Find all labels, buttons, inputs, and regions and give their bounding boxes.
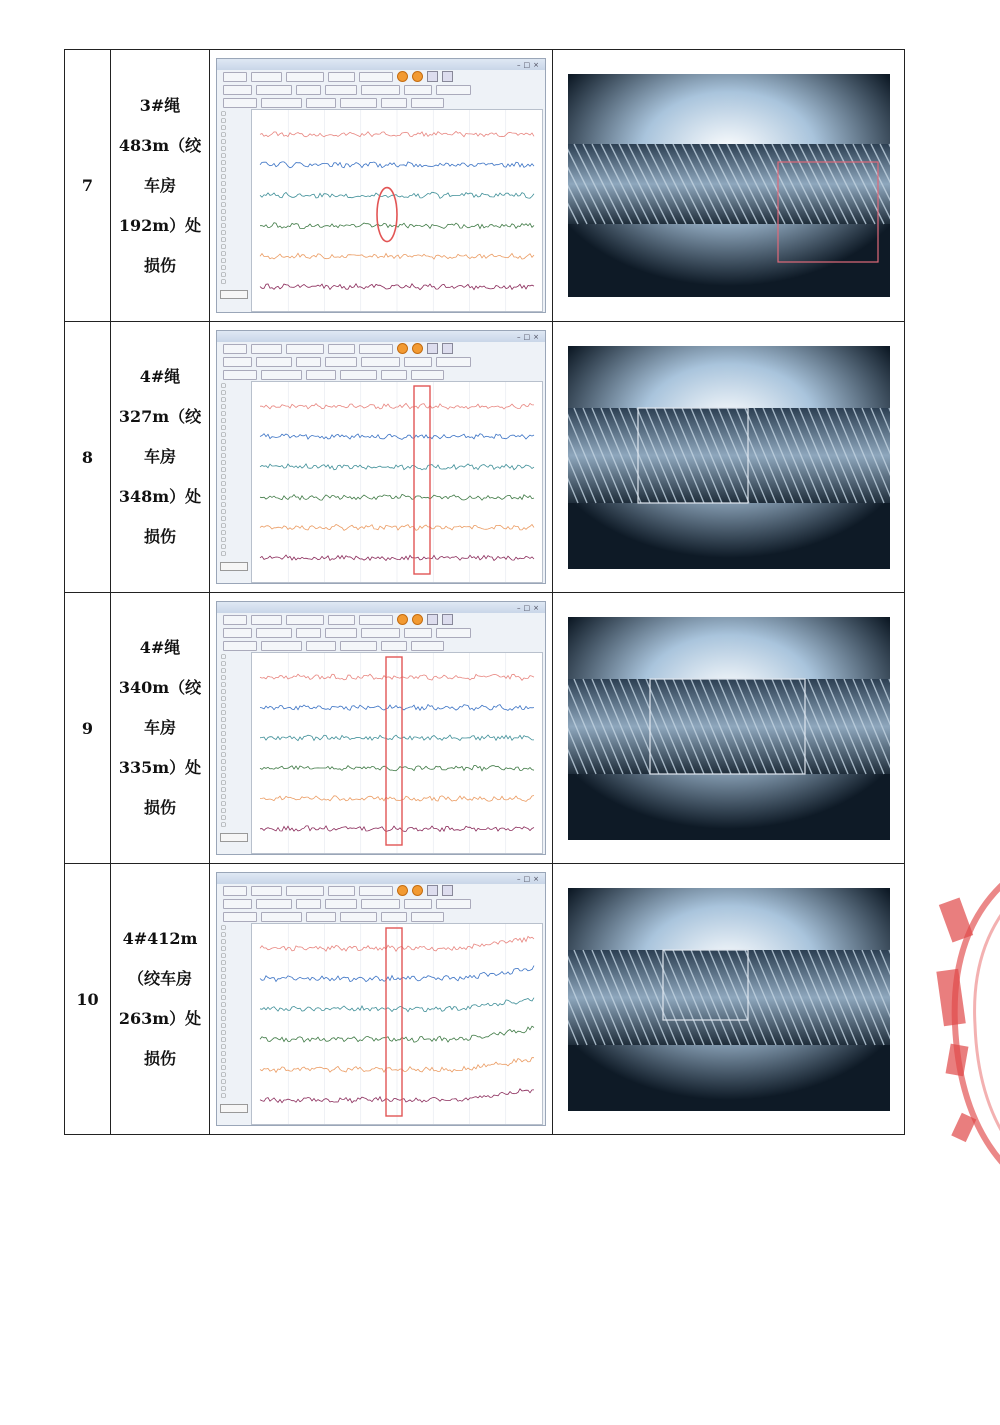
damage-description bbox=[111, 593, 210, 864]
toolbar-control bbox=[361, 899, 400, 909]
wire-rope-photo bbox=[568, 74, 890, 297]
channel-checkbox: □ bbox=[221, 244, 226, 250]
toolbar-control bbox=[286, 344, 324, 354]
screenshot-toolbar bbox=[217, 355, 545, 368]
channel-checkbox: □ bbox=[221, 453, 226, 459]
channel-checkbox: □ bbox=[221, 988, 226, 994]
toolbar-control bbox=[361, 85, 400, 95]
toolbar-control bbox=[359, 615, 393, 625]
damage-marker bbox=[414, 386, 430, 574]
channel-checkbox: □ bbox=[221, 668, 226, 674]
channel-checkbox: □ bbox=[221, 397, 226, 403]
toolbar-control bbox=[261, 641, 302, 651]
toolbar-control bbox=[223, 899, 252, 909]
channel-checkbox: □ bbox=[221, 689, 226, 695]
app-window-icon bbox=[217, 873, 545, 884]
red-seal-stamp bbox=[930, 860, 1000, 1190]
wire-rope-photo bbox=[568, 346, 890, 569]
toolbar-control bbox=[223, 357, 252, 367]
orange-record-icon bbox=[397, 885, 408, 896]
channel-checkbox: □ bbox=[221, 787, 226, 793]
channel-checkbox: □ bbox=[221, 446, 226, 452]
magnifier-icon bbox=[442, 885, 453, 896]
channel-checkbox: □ bbox=[221, 167, 226, 173]
toolbar-control bbox=[261, 98, 302, 108]
description-line: 483m（绞 bbox=[118, 135, 202, 155]
channel-checkbox: □ bbox=[221, 188, 226, 194]
toolbar-control bbox=[325, 85, 357, 95]
toolbar-control bbox=[286, 886, 324, 896]
channel-checkbox: □ bbox=[221, 383, 226, 389]
rope-photo-cell bbox=[553, 322, 905, 593]
channel-checkbox: □ bbox=[221, 946, 226, 952]
screenshot-toolbar bbox=[217, 639, 545, 652]
channel-checkbox: □ bbox=[221, 209, 226, 215]
row-number: 8 bbox=[65, 322, 111, 593]
description-line: 车房 bbox=[143, 718, 176, 737]
channel-checkbox: □ bbox=[221, 488, 226, 494]
channel-checkbox: □ bbox=[221, 654, 226, 660]
description-line: 335m）处 bbox=[118, 758, 202, 777]
toolbar-control bbox=[359, 72, 393, 82]
toolbar-control bbox=[306, 641, 336, 651]
channel-checkbox: □ bbox=[221, 773, 226, 779]
screenshot-toolbar bbox=[217, 342, 545, 355]
channel-checkbox: □ bbox=[221, 523, 226, 529]
channel-checkbox: □ bbox=[221, 251, 226, 257]
damage-description bbox=[111, 50, 210, 322]
channel-checkbox: □ bbox=[221, 801, 226, 807]
channel-checkbox: □ bbox=[221, 258, 226, 264]
channel-checkbox: □ bbox=[221, 1002, 226, 1008]
toolbar-control bbox=[256, 357, 292, 367]
wire-rope-photo bbox=[568, 888, 890, 1111]
channel-checkbox: □ bbox=[221, 960, 226, 966]
orange-record-icon bbox=[412, 885, 423, 896]
toolbar-control bbox=[256, 899, 292, 909]
detector-software-screenshot bbox=[216, 330, 546, 584]
save-button-image bbox=[220, 833, 248, 842]
toolbar-control bbox=[296, 357, 321, 367]
screenshot-toolbar bbox=[217, 83, 545, 96]
channel-checkbox: □ bbox=[221, 1051, 226, 1057]
toolbar-control bbox=[286, 72, 324, 82]
wire-rope-photo bbox=[568, 617, 890, 840]
channel-checkbox: □ bbox=[221, 724, 226, 730]
toolbar-control bbox=[328, 615, 355, 625]
screenshot-toolbar bbox=[217, 368, 545, 381]
toolbar-control bbox=[340, 370, 377, 380]
channel-checkbox: □ bbox=[221, 195, 226, 201]
detector-software-screenshot bbox=[216, 872, 546, 1126]
channel-checkbox: □ bbox=[221, 265, 226, 271]
toolbar-control bbox=[381, 912, 407, 922]
description-line: 340m（绞 bbox=[118, 678, 202, 697]
description-line: 车房 bbox=[143, 175, 176, 195]
channel-checkbox: □ bbox=[221, 551, 226, 557]
signal-trace-plot bbox=[251, 381, 543, 583]
screenshot-toolbar bbox=[217, 910, 545, 923]
channel-checkbox: □ bbox=[221, 153, 226, 159]
channel-checkbox: □ bbox=[221, 530, 226, 536]
toolbar-control bbox=[381, 641, 407, 651]
toolbar-control bbox=[340, 98, 377, 108]
toolbar-control bbox=[359, 344, 393, 354]
channel-checkbox: □ bbox=[221, 139, 226, 145]
description-line: 4#412m bbox=[122, 929, 198, 948]
channel-checkbox: □ bbox=[221, 932, 226, 938]
software-screenshot-cell bbox=[210, 864, 553, 1135]
toolbar-control bbox=[404, 357, 432, 367]
save-button-image bbox=[220, 562, 248, 571]
toolbar-control bbox=[261, 370, 302, 380]
toolbar-control bbox=[251, 72, 282, 82]
toolbar-control bbox=[306, 370, 336, 380]
toolbar-control bbox=[223, 886, 247, 896]
channel-checkbox: □ bbox=[221, 404, 226, 410]
channel-checkbox: □ bbox=[221, 216, 226, 222]
save-button-image bbox=[220, 290, 248, 299]
report-row bbox=[65, 864, 905, 1135]
channel-list bbox=[217, 109, 251, 312]
channel-checkbox: □ bbox=[221, 544, 226, 550]
toolbar-control bbox=[223, 98, 257, 108]
toolbar-control bbox=[328, 344, 355, 354]
channel-checkbox: □ bbox=[221, 759, 226, 765]
toolbar-control bbox=[404, 899, 432, 909]
magnifier-icon bbox=[442, 343, 453, 354]
window-controls-icon: –□× bbox=[517, 875, 542, 883]
channel-checkbox: □ bbox=[221, 766, 226, 772]
screenshot-toolbar bbox=[217, 626, 545, 639]
channel-checkbox: □ bbox=[221, 467, 226, 473]
channel-checkbox: □ bbox=[221, 731, 226, 737]
channel-checkbox: □ bbox=[221, 174, 226, 180]
channel-checkbox: □ bbox=[221, 1072, 226, 1078]
toolbar-control bbox=[223, 85, 252, 95]
toolbar-control bbox=[404, 85, 432, 95]
channel-list bbox=[217, 381, 251, 583]
row-number: 9 bbox=[65, 593, 111, 864]
toolbar-control bbox=[296, 85, 321, 95]
save-button-image bbox=[220, 1104, 248, 1113]
channel-checkbox: □ bbox=[221, 516, 226, 522]
app-window-icon bbox=[217, 602, 545, 613]
window-controls-icon: –□× bbox=[517, 333, 542, 341]
toolbar-control bbox=[223, 72, 247, 82]
channel-checkbox: □ bbox=[221, 703, 226, 709]
app-window-icon bbox=[217, 59, 545, 70]
toolbar-control bbox=[223, 344, 247, 354]
channel-checkbox: □ bbox=[221, 752, 226, 758]
channel-checkbox: □ bbox=[221, 995, 226, 1001]
channel-checkbox: □ bbox=[221, 202, 226, 208]
channel-checkbox: □ bbox=[221, 925, 226, 931]
toolbar-control bbox=[223, 615, 247, 625]
detector-software-screenshot bbox=[216, 58, 546, 313]
toolbar-control bbox=[340, 912, 377, 922]
magnifier-icon bbox=[442, 614, 453, 625]
software-screenshot-cell bbox=[210, 50, 553, 322]
toolbar-control bbox=[328, 886, 355, 896]
channel-checkbox: □ bbox=[221, 481, 226, 487]
channel-checkbox: □ bbox=[221, 474, 226, 480]
description-line: 车房 bbox=[143, 447, 176, 466]
toolbar-control bbox=[436, 628, 471, 638]
toolbar-control bbox=[340, 641, 377, 651]
channel-checkbox: □ bbox=[221, 509, 226, 515]
screenshot-toolbar bbox=[217, 96, 545, 109]
toolbar-control bbox=[286, 615, 324, 625]
toolbar-control bbox=[328, 72, 355, 82]
rope-photo-cell bbox=[553, 50, 905, 322]
channel-checkbox: □ bbox=[221, 981, 226, 987]
orange-record-icon bbox=[397, 614, 408, 625]
toolbar-control bbox=[436, 357, 471, 367]
row-number: 7 bbox=[65, 50, 111, 322]
magnifier-icon bbox=[427, 885, 438, 896]
toolbar-control bbox=[325, 628, 357, 638]
description-line: 263m）处 bbox=[118, 1009, 202, 1028]
channel-checkbox: □ bbox=[221, 710, 226, 716]
channel-checkbox: □ bbox=[221, 460, 226, 466]
channel-checkbox: □ bbox=[221, 1058, 226, 1064]
damage-report-table bbox=[64, 49, 905, 1135]
channel-checkbox: □ bbox=[221, 425, 226, 431]
window-controls-icon: –□× bbox=[517, 604, 542, 612]
channel-checkbox: □ bbox=[221, 780, 226, 786]
toolbar-control bbox=[359, 886, 393, 896]
description-line: （绞车房 bbox=[127, 969, 192, 988]
channel-list bbox=[217, 923, 251, 1125]
magnifier-icon bbox=[427, 343, 438, 354]
damage-marker bbox=[386, 657, 402, 845]
channel-checkbox: □ bbox=[221, 1030, 226, 1036]
channel-checkbox: □ bbox=[221, 675, 226, 681]
description-line: 348m）处 bbox=[118, 487, 202, 506]
channel-checkbox: □ bbox=[221, 1023, 226, 1029]
channel-checkbox: □ bbox=[221, 1065, 226, 1071]
channel-checkbox: □ bbox=[221, 745, 226, 751]
channel-checkbox: □ bbox=[221, 822, 226, 828]
detector-software-screenshot bbox=[216, 601, 546, 855]
channel-checkbox: □ bbox=[221, 495, 226, 501]
channel-checkbox: □ bbox=[221, 1086, 226, 1092]
channel-checkbox: □ bbox=[221, 537, 226, 543]
channel-checkbox: □ bbox=[221, 160, 226, 166]
channel-checkbox: □ bbox=[221, 939, 226, 945]
orange-record-icon bbox=[397, 71, 408, 82]
signal-trace-plot bbox=[251, 109, 543, 312]
magnifier-icon bbox=[442, 71, 453, 82]
orange-record-icon bbox=[412, 71, 423, 82]
magnifier-icon bbox=[427, 71, 438, 82]
channel-checkbox: □ bbox=[221, 815, 226, 821]
channel-checkbox: □ bbox=[221, 794, 226, 800]
orange-record-icon bbox=[412, 614, 423, 625]
app-window-icon bbox=[217, 331, 545, 342]
channel-checkbox: □ bbox=[221, 223, 226, 229]
channel-checkbox: □ bbox=[221, 390, 226, 396]
channel-checkbox: □ bbox=[221, 502, 226, 508]
rope-photo-cell bbox=[553, 593, 905, 864]
toolbar-control bbox=[306, 912, 336, 922]
channel-checkbox: □ bbox=[221, 682, 226, 688]
description-line: 4#绳 bbox=[139, 638, 181, 657]
channel-checkbox: □ bbox=[221, 272, 226, 278]
channel-checkbox: □ bbox=[221, 1016, 226, 1022]
toolbar-control bbox=[436, 85, 471, 95]
channel-checkbox: □ bbox=[221, 974, 226, 980]
channel-checkbox: □ bbox=[221, 661, 226, 667]
toolbar-control bbox=[411, 912, 444, 922]
toolbar-control bbox=[251, 344, 282, 354]
screenshot-toolbar bbox=[217, 613, 545, 626]
description-line: 损伤 bbox=[143, 527, 176, 546]
channel-checkbox: □ bbox=[221, 1044, 226, 1050]
description-line: 损伤 bbox=[143, 255, 176, 275]
software-screenshot-cell bbox=[210, 593, 553, 864]
toolbar-control bbox=[223, 641, 257, 651]
channel-checkbox: □ bbox=[221, 181, 226, 187]
toolbar-control bbox=[256, 628, 292, 638]
toolbar-control bbox=[251, 615, 282, 625]
channel-list bbox=[217, 652, 251, 854]
damage-marker bbox=[377, 188, 397, 242]
screenshot-toolbar bbox=[217, 70, 545, 83]
channel-checkbox: □ bbox=[221, 953, 226, 959]
toolbar-control bbox=[381, 370, 407, 380]
channel-checkbox: □ bbox=[221, 808, 226, 814]
channel-checkbox: □ bbox=[221, 1009, 226, 1015]
row-number: 10 bbox=[65, 864, 111, 1135]
software-screenshot-cell bbox=[210, 322, 553, 593]
toolbar-control bbox=[296, 899, 321, 909]
channel-checkbox: □ bbox=[221, 967, 226, 973]
toolbar-control bbox=[381, 98, 407, 108]
toolbar-control bbox=[256, 85, 292, 95]
channel-checkbox: □ bbox=[221, 696, 226, 702]
channel-checkbox: □ bbox=[221, 230, 226, 236]
description-line: 4#绳 bbox=[139, 367, 181, 386]
magnifier-icon bbox=[427, 614, 438, 625]
toolbar-control bbox=[436, 899, 471, 909]
description-line: 3#绳 bbox=[139, 95, 181, 115]
toolbar-control bbox=[251, 886, 282, 896]
report-row bbox=[65, 50, 905, 322]
toolbar-control bbox=[261, 912, 302, 922]
channel-checkbox: □ bbox=[221, 432, 226, 438]
toolbar-control bbox=[411, 370, 444, 380]
damage-marker bbox=[386, 928, 402, 1116]
channel-checkbox: □ bbox=[221, 111, 226, 117]
toolbar-control bbox=[411, 641, 444, 651]
channel-checkbox: □ bbox=[221, 418, 226, 424]
toolbar-control bbox=[223, 370, 257, 380]
channel-checkbox: □ bbox=[221, 411, 226, 417]
channel-checkbox: □ bbox=[221, 125, 226, 131]
channel-checkbox: □ bbox=[221, 118, 226, 124]
channel-checkbox: □ bbox=[221, 1037, 226, 1043]
screenshot-toolbar bbox=[217, 884, 545, 897]
toolbar-control bbox=[411, 98, 444, 108]
signal-trace-plot bbox=[251, 923, 543, 1125]
channel-checkbox: □ bbox=[221, 279, 226, 285]
toolbar-control bbox=[325, 899, 357, 909]
toolbar-control bbox=[223, 912, 257, 922]
signal-trace-plot bbox=[251, 652, 543, 854]
channel-checkbox: □ bbox=[221, 146, 226, 152]
report-row bbox=[65, 593, 905, 864]
description-line: 损伤 bbox=[143, 1049, 176, 1068]
toolbar-control bbox=[325, 357, 357, 367]
orange-record-icon bbox=[397, 343, 408, 354]
toolbar-control bbox=[306, 98, 336, 108]
toolbar-control bbox=[223, 628, 252, 638]
description-line: 损伤 bbox=[143, 798, 176, 817]
screenshot-toolbar bbox=[217, 897, 545, 910]
description-line: 327m（绞 bbox=[118, 407, 202, 426]
report-row bbox=[65, 322, 905, 593]
damage-description bbox=[111, 864, 210, 1135]
rope-photo-cell bbox=[553, 864, 905, 1135]
toolbar-control bbox=[404, 628, 432, 638]
toolbar-control bbox=[361, 357, 400, 367]
channel-checkbox: □ bbox=[221, 237, 226, 243]
window-controls-icon: –□× bbox=[517, 61, 542, 69]
description-line: 192m）处 bbox=[118, 215, 202, 235]
channel-checkbox: □ bbox=[221, 132, 226, 138]
channel-checkbox: □ bbox=[221, 1093, 226, 1099]
toolbar-control bbox=[296, 628, 321, 638]
damage-description bbox=[111, 322, 210, 593]
toolbar-control bbox=[361, 628, 400, 638]
channel-checkbox: □ bbox=[221, 717, 226, 723]
orange-record-icon bbox=[412, 343, 423, 354]
channel-checkbox: □ bbox=[221, 1079, 226, 1085]
channel-checkbox: □ bbox=[221, 439, 226, 445]
channel-checkbox: □ bbox=[221, 738, 226, 744]
